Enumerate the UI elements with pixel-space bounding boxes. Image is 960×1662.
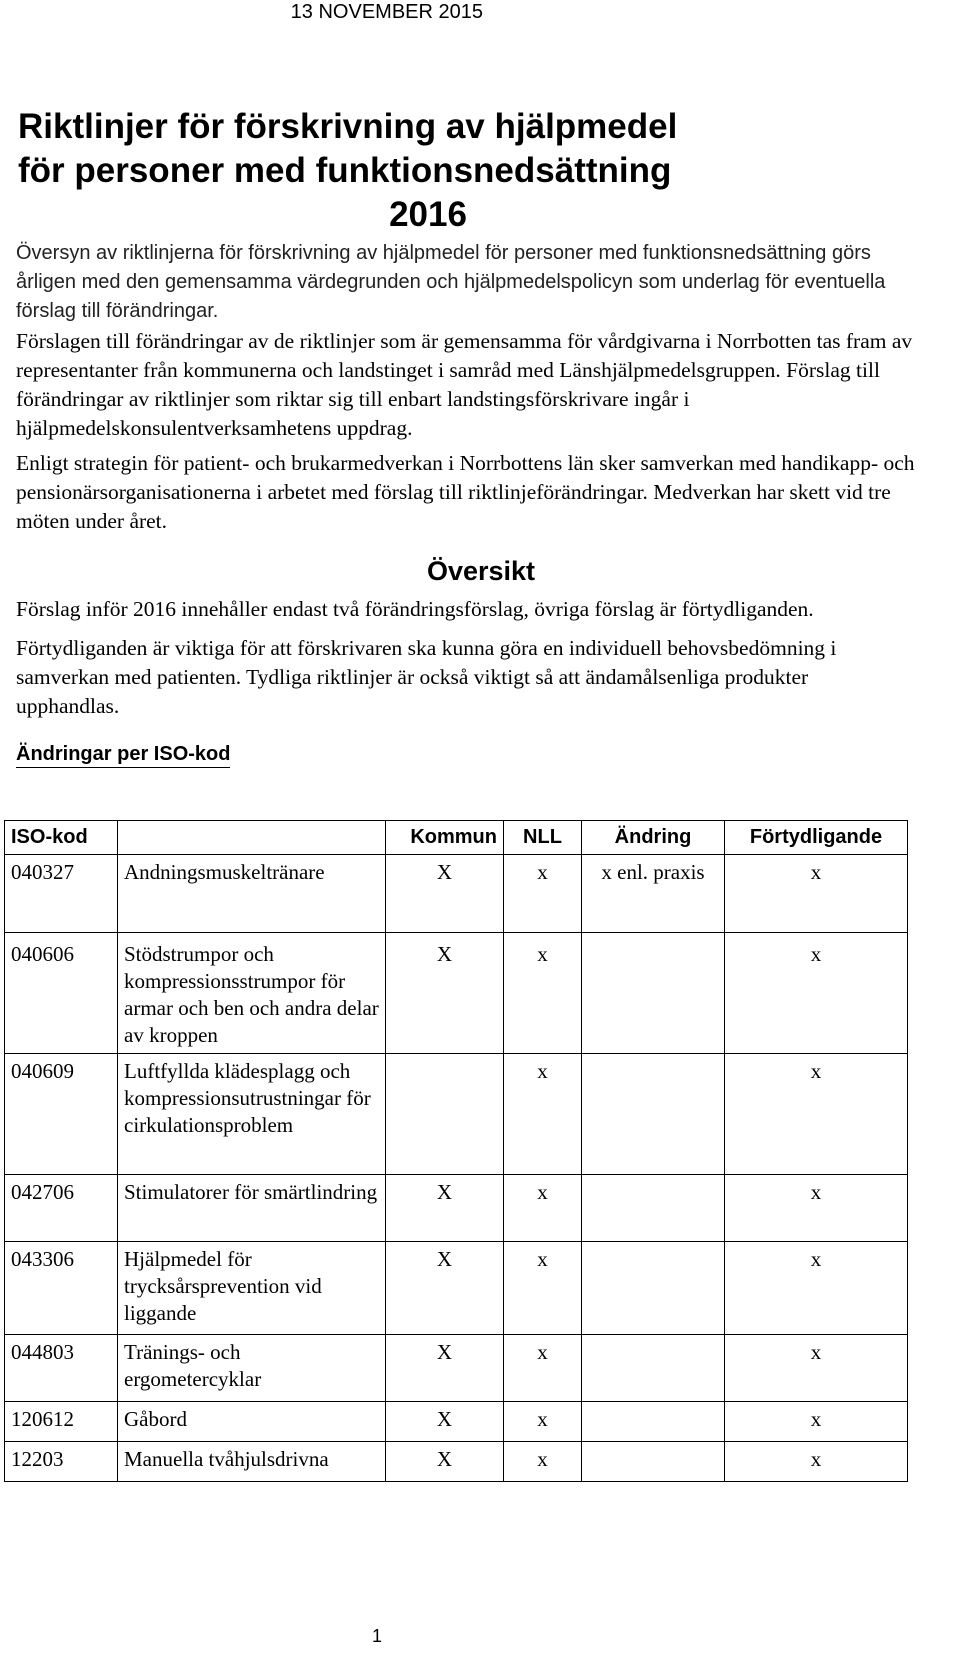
cell-iso-code: 042706 (5, 1175, 118, 1242)
col-header-iso: ISO-kod (5, 821, 118, 855)
cell-andring (582, 1175, 725, 1242)
col-header-fortydligande: Förtydligande (725, 821, 908, 855)
cell-nll: x (504, 1402, 582, 1442)
cell-iso-code: 040609 (5, 1054, 118, 1175)
cell-andring (582, 1402, 725, 1442)
oversikt-paragraph-2: Förtydliganden är viktiga för att förskrivaren ska kunna göra en individuell behovsbedömning i samverkan med patienten. Tydliga riktlinjer är också viktigt så att ändamålsenliga produkter upphandlas. (16, 636, 837, 718)
table-row (5, 1402, 908, 1442)
cell-iso-code: 040606 (5, 933, 118, 1054)
cell-kommun: X (386, 1335, 504, 1402)
cell-nll: x (504, 1054, 582, 1175)
cell-kommun: X (386, 1242, 504, 1335)
cell-name: Gåbord (118, 1402, 386, 1442)
cell-iso-code: 120612 (5, 1402, 118, 1442)
col-header-name (118, 821, 386, 855)
cell-name: Andningsmuskeltränare (118, 855, 386, 933)
title-line-1: Riktlinjer för förskrivning av hjälpmedel (18, 107, 678, 146)
table-row (5, 933, 908, 1054)
col-header-nll: NLL (504, 821, 582, 855)
cell-name: Stödstrumpor och kompressionsstrumpor för armar och ben och andra delar av kroppen (118, 933, 386, 1054)
cell-nll: x (504, 1175, 582, 1242)
page-number: 1 (372, 1626, 383, 1646)
intro-paragraph-1: Översyn av riktlinjerna för förskrivning av hjälpmedel för personer med funktionsnedsättning görs årligen med den gemensamma värdegrunden och hjälpmedelspolicyn som underlag för eventuella förslag till förändringar. (16, 242, 886, 322)
oversikt-paragraph-1: Förslag inför 2016 innehåller endast två förändringsförslag, övriga förslag är förtydliganden. (16, 597, 814, 621)
cell-andring: x enl. praxis (582, 855, 725, 933)
intro-paragraph-3: Enligt strategin för patient- och brukarmedverkan i Norrbottens län sker samverkan med handikapp- och pensionärsorganisationerna i arbetet med förslag till riktlinjeförändringar. Medverkan har skett vid tre möten under året. (16, 451, 915, 533)
table-row (5, 1175, 908, 1242)
cell-fortydligande: x (725, 1175, 908, 1242)
cell-name: Luftfyllda klädesplagg och kompressionsutrustningar för cirkulationsproblem (118, 1054, 386, 1175)
cell-fortydligande: x (725, 1442, 908, 1482)
cell-kommun: X (386, 933, 504, 1054)
table-row (5, 855, 908, 933)
cell-andring (582, 1442, 725, 1482)
cell-name: Stimulatorer för smärtlindring (118, 1175, 386, 1242)
oversikt-heading: Översikt (426, 556, 536, 586)
cell-kommun: X (386, 1402, 504, 1442)
cell-name: Hjälpmedel för trycksårsprevention vid liggande (118, 1242, 386, 1335)
cell-fortydligande: x (725, 1054, 908, 1175)
cell-name: Tränings- och ergometercyklar (118, 1335, 386, 1402)
cell-nll: x (504, 855, 582, 933)
title-year: 2016 (389, 195, 467, 234)
table-row (5, 1242, 908, 1335)
intro-paragraph-2: Förslagen till förändringar av de riktlinjer som är gemensamma för vårdgivarna i Norrbotten tas fram av representanter från kommunerna och landstinget i samråd med Länshjälpmedelsgruppen. Förslag till förändringar av riktlinjer som riktar sig till enbart landstingsförskrivare ingår i hjälpmedelskonsulentverksamhetens uppdrag. (16, 329, 913, 440)
cell-nll: x (504, 1242, 582, 1335)
cell-name: Manuella tvåhjulsdrivna (118, 1442, 386, 1482)
cell-kommun: X (386, 855, 504, 933)
cell-iso-code: 044803 (5, 1335, 118, 1402)
cell-fortydligande: x (725, 1242, 908, 1335)
col-header-kommun: Kommun (386, 821, 504, 855)
cell-andring (582, 1335, 725, 1402)
cell-fortydligande: x (725, 1335, 908, 1402)
title-line-2: för personer med funktionsnedsättning (18, 151, 672, 190)
cell-iso-code: 12203 (5, 1442, 118, 1482)
cell-kommun: X (386, 1175, 504, 1242)
cell-iso-code: 040327 (5, 855, 118, 933)
header-date: 13 NOVEMBER 2015 (290, 1, 483, 23)
cell-kommun (386, 1054, 504, 1175)
cell-iso-code: 043306 (5, 1242, 118, 1335)
cell-andring (582, 933, 725, 1054)
cell-nll: x (504, 1335, 582, 1402)
iso-table-header-row (5, 821, 908, 855)
table-row (5, 1442, 908, 1482)
cell-fortydligande: x (725, 855, 908, 933)
table-row (5, 1335, 908, 1402)
cell-fortydligande: x (725, 933, 908, 1054)
cell-fortydligande: x (725, 1402, 908, 1442)
document-body (16, 239, 916, 768)
cell-andring (582, 1054, 725, 1175)
cell-kommun: X (386, 1442, 504, 1482)
table-row (5, 1054, 908, 1175)
iso-table (4, 820, 908, 1482)
iso-section-heading: Ändringar per ISO-kod (16, 741, 230, 768)
cell-nll: x (504, 1442, 582, 1482)
document-title (18, 105, 778, 237)
col-header-andring: Ändring (582, 821, 725, 855)
cell-nll: x (504, 933, 582, 1054)
cell-andring (582, 1242, 725, 1335)
